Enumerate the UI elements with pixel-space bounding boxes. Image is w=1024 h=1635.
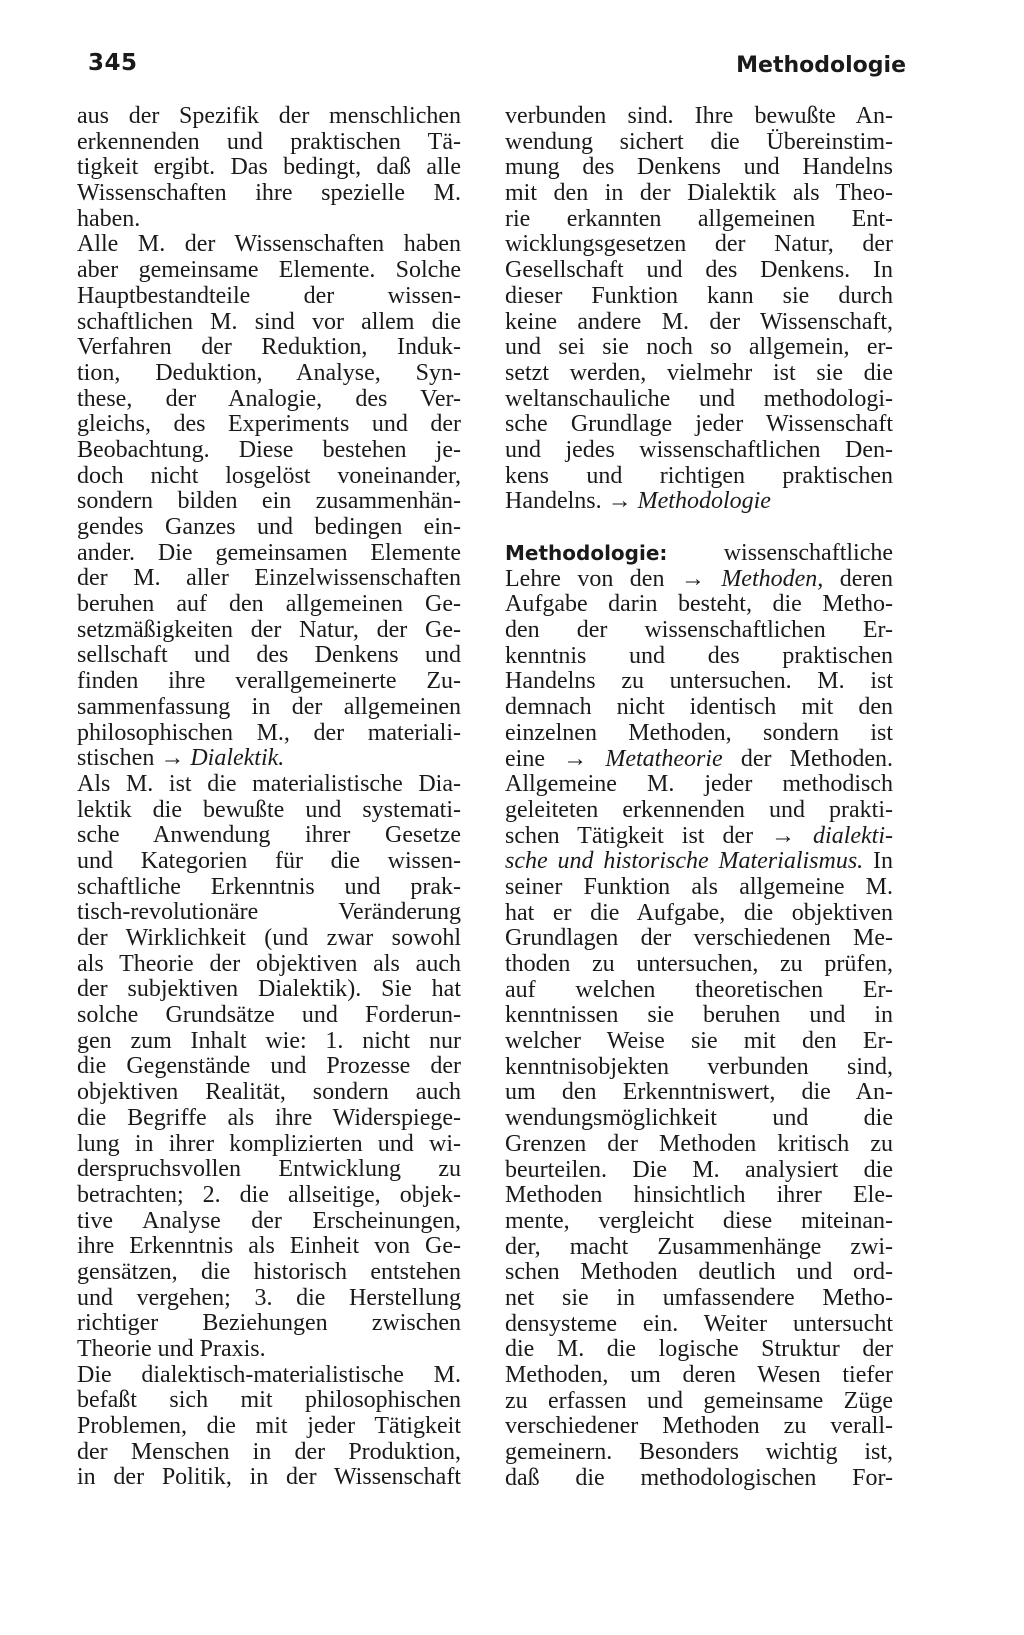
text-line (77, 900, 461, 926)
headword: Methodologie: (505, 541, 668, 565)
text-run: finden ihre verallgemeinerte Zu- (77, 668, 461, 695)
text-line (505, 1389, 893, 1415)
text-run: wendungsmöglichkeit und die (505, 1105, 893, 1132)
text-run: Hauptbestandteile der wissen- (77, 282, 461, 309)
text-run: um den Erkenntniswert, die An- (505, 1079, 893, 1106)
text-line (505, 258, 893, 284)
text-line (505, 952, 893, 978)
text-line (505, 875, 893, 901)
text-run: Methoden hinsichtlich ihrer Ele- (505, 1182, 893, 1209)
text-line (77, 618, 461, 644)
text-run: kens und richtigen praktischen (505, 462, 893, 489)
text-run: Handelns zu untersuchen. M. ist (505, 668, 893, 695)
text-line (77, 772, 461, 798)
text-run: und sei sie noch so allgemein, er- (505, 334, 893, 361)
text-line (77, 1363, 461, 1389)
text-run: Alle M. der Wissenschaften haben (77, 231, 461, 258)
text-run: sellschaft und des Denkens und (77, 642, 461, 669)
text-run: verschiedener Methoden zu verall- (505, 1413, 893, 1440)
text-run: und vergehen; 3. die Herstellung (77, 1284, 461, 1311)
text-line (505, 335, 893, 361)
text-run: Theorie und Praxis. (77, 1336, 266, 1362)
text-line (77, 875, 461, 901)
text-line (505, 438, 893, 464)
text-run: wissenschaftliche (667, 540, 893, 566)
text-run: Wissenschaften ihre spezielle M. (77, 180, 461, 207)
text-run: seiner Funktion als allgemeine M. (505, 873, 893, 900)
text-run: hat er die Aufgabe, die objektiven (505, 899, 893, 926)
text-run: Grenzen der Methoden kritisch zu (505, 1130, 893, 1157)
text-line (77, 849, 461, 875)
text-line (505, 464, 893, 490)
text-run: als Theorie der objektiven als auch (77, 950, 461, 977)
text-line (77, 310, 461, 336)
text-line (505, 567, 893, 593)
text-line (77, 387, 461, 413)
text-run: solche Grundsätze und Forderun- (77, 1002, 461, 1029)
text-line (77, 181, 461, 207)
text-line (77, 130, 461, 156)
text-run: richtiger Beziehungen zwischen (77, 1310, 461, 1337)
left-text-column (77, 104, 461, 1491)
text-line (77, 207, 461, 233)
text-line (505, 1158, 893, 1184)
text-line (505, 130, 893, 156)
text-run: daß die methodologischen For- (505, 1464, 893, 1491)
text-run: doch nicht losgelöst voneinander, (77, 462, 461, 489)
text-line (77, 592, 461, 618)
text-line (77, 721, 461, 747)
text-line (77, 1388, 461, 1414)
text-run: these, der Analogie, des Ver- (77, 385, 461, 412)
running-head: Methodologie (736, 53, 906, 78)
text-run: Als M. ist die materialistische Dia- (77, 770, 461, 797)
text-line (505, 1055, 893, 1081)
text-run: sche Anwendung ihrer Gesetze (77, 822, 461, 849)
text-line (505, 361, 893, 387)
text-run: thoden zu untersuchen, zu prüfen, (505, 951, 893, 977)
text-line (77, 412, 461, 438)
text-line (505, 1029, 893, 1055)
text-line (77, 464, 461, 490)
text-line (505, 926, 893, 952)
text-run: Grundlagen der verschiedenen Me- (505, 925, 893, 952)
text-run: tisch-revolutionäre Veränderung (77, 899, 461, 926)
entry-gap (505, 515, 893, 541)
text-line (505, 1260, 893, 1286)
text-run: mung des Denkens und Handelns (505, 154, 893, 181)
text-run: der M. aller Einzelwissenschaften (77, 565, 461, 592)
cross-reference: sche und historische Materialismus. (505, 848, 864, 875)
text-line (505, 310, 893, 336)
text-run: keine andere M. der Wissenschaft, (505, 308, 893, 335)
text-line (77, 155, 461, 181)
text-line (77, 1440, 461, 1466)
text-run: Die dialektisch-materialistische M. (77, 1361, 461, 1388)
text-line (77, 926, 461, 952)
text-run: setzmäßigkeiten der Natur, der Ge- (77, 616, 461, 643)
text-run: demnach nicht identisch mit den (505, 694, 893, 721)
text-line (505, 1003, 893, 1029)
text-line (505, 849, 893, 875)
text-line (77, 515, 461, 541)
text-run: tigkeit ergibt. Das bedingt, daß alle (77, 154, 461, 181)
text-run: ihre Erkenntnis als Einheit von Ge- (77, 1233, 461, 1260)
text-line (505, 1132, 893, 1158)
text-run: mente, vergleicht diese miteinan- (505, 1207, 893, 1234)
text-line (505, 155, 893, 181)
text-run: rie erkannten allgemeinen Ent- (505, 205, 893, 232)
text-line (77, 1260, 461, 1286)
text-line (505, 1235, 893, 1261)
text-line (505, 772, 893, 798)
text-line (505, 284, 893, 310)
text-run: gen zum Inhalt wie: 1. nicht nur (77, 1027, 461, 1054)
text-run: ander. Die gemeinsamen Elemente (77, 539, 461, 566)
text-line (77, 977, 461, 1003)
text-line (505, 1209, 893, 1235)
text-line (505, 798, 893, 824)
text-run: schen Tätigkeit ist der → (505, 822, 814, 849)
text-line (77, 1234, 461, 1260)
text-run: Aufgabe darin besteht, die Metho- (505, 591, 893, 618)
text-run: wicklungsgesetzen der Natur, der (505, 231, 893, 258)
text-run: betrachten; 2. die allseitige, objek- (77, 1181, 461, 1208)
text-run: derspruchsvollen Entwicklung zu (77, 1156, 461, 1183)
text-line (77, 232, 461, 258)
cross-reference: Methodologie (637, 488, 771, 515)
text-run: einzelnen Methoden, sondern ist (505, 719, 893, 746)
text-run: sche Grundlage jeder Wissenschaft (505, 411, 893, 438)
text-run: aus der Spezifik der menschlichen (77, 103, 461, 129)
text-run: sondern bilden ein zusammenhän- (77, 488, 461, 515)
cross-reference: dialekti- (813, 822, 893, 849)
text-run: Methoden, um deren Wesen tiefer (505, 1362, 893, 1388)
text-line (505, 541, 893, 567)
text-line (77, 258, 461, 284)
text-run: der Wirklichkeit (und zwar sowohl (77, 925, 461, 951)
text-run: weltanschauliche und methodologi- (505, 385, 893, 412)
text-line (77, 1337, 461, 1363)
text-run: beurteilen. Die M. analysiert die (505, 1156, 893, 1183)
text-run: Verfahren der Reduktion, Induk- (77, 334, 461, 361)
text-line (505, 1466, 893, 1492)
text-run: auf welchen theoretischen Er- (505, 976, 893, 1003)
cross-reference: Dialektik. (190, 745, 285, 772)
text-run: welcher Weise sie mit den Er- (505, 1028, 893, 1055)
text-run: Gesellschaft und des Denkens. In (505, 257, 893, 284)
text-run: der Methoden. (722, 745, 893, 772)
text-run: tion, Deduktion, Analyse, Syn- (77, 359, 461, 386)
text-run: der subjektiven Dialektik). Sie hat (77, 976, 461, 1003)
text-line (77, 1106, 461, 1132)
text-run: haben. (77, 205, 141, 232)
text-line (77, 1132, 461, 1158)
text-line (505, 1106, 893, 1132)
text-run: mit den in der Dialektik als Theo- (505, 180, 893, 207)
text-line (505, 901, 893, 927)
text-line (505, 1337, 893, 1363)
text-run: der, macht Zusammenhänge zwi- (505, 1233, 893, 1260)
text-run: deren (823, 565, 894, 592)
text-run: kenntnissen sie beruhen und in (505, 1002, 893, 1029)
text-line (505, 1363, 893, 1389)
text-line (77, 1414, 461, 1440)
text-line (505, 104, 893, 130)
text-run: die Gegenstände und Prozesse der (77, 1053, 461, 1080)
text-run: zu erfassen und gemeinsame Züge (505, 1387, 893, 1414)
text-run: densysteme ein. Weiter untersucht (505, 1310, 893, 1337)
text-run: geleiteten erkennenden und prakti- (505, 796, 893, 823)
text-line (505, 695, 893, 721)
text-line (77, 284, 461, 310)
text-line (77, 1054, 461, 1080)
text-line (77, 1286, 461, 1312)
text-run: Lehre von den → (505, 565, 722, 592)
text-line (77, 541, 461, 567)
text-line (505, 747, 893, 773)
text-run: gemeinern. Besonders wichtig ist, (505, 1439, 893, 1466)
text-line (77, 335, 461, 361)
text-run: setzt werden, vielmehr ist sie die (505, 359, 893, 386)
text-line (77, 1311, 461, 1337)
text-run: schaftlichen M. sind vor allem die (77, 308, 461, 335)
text-run: objektiven Realität, sondern auch (77, 1079, 461, 1106)
text-line (77, 695, 461, 721)
text-run: gleichs, des Experiments und der (77, 411, 461, 438)
text-run: gendes Ganzes und bedingen ein- (77, 514, 461, 540)
text-run: beruhen auf den allgemeinen Ge- (77, 591, 461, 618)
text-run: philosophischen M., der materiali- (77, 719, 461, 746)
text-line (77, 823, 461, 849)
text-run: aber gemeinsame Elemente. Solche (77, 257, 461, 284)
text-line (505, 489, 893, 515)
text-run: befaßt sich mit philosophischen (77, 1387, 461, 1414)
text-line (77, 566, 461, 592)
text-run: Handelns. → (505, 488, 638, 515)
text-line (505, 207, 893, 233)
text-run: der Menschen in der Produktion, (77, 1438, 461, 1465)
text-run: schaftliche Erkenntnis und prak- (77, 873, 461, 900)
right-text-column (505, 104, 893, 1491)
text-line (77, 669, 461, 695)
text-line (505, 232, 893, 258)
text-run: lektik die bewußte und systemati- (77, 796, 461, 823)
text-line (77, 1029, 461, 1055)
text-line (505, 1312, 893, 1338)
text-line (505, 618, 893, 644)
text-line (505, 592, 893, 618)
text-run: kenntnisobjekten verbunden sind, (505, 1053, 893, 1080)
text-line (77, 1003, 461, 1029)
text-line (77, 1080, 461, 1106)
text-line (505, 824, 893, 850)
text-line (505, 669, 893, 695)
page-number: 345 (88, 50, 138, 76)
text-run: die M. die logische Struktur der (505, 1336, 893, 1363)
text-run: den der wissenschaftlichen Er- (505, 617, 893, 644)
cross-reference: Methoden, (721, 565, 824, 592)
text-run: tive Analyse der Erscheinungen, (77, 1207, 461, 1234)
text-line (77, 438, 461, 464)
text-run: dieser Funktion kann sie durch (505, 282, 893, 309)
text-line (505, 1080, 893, 1106)
text-run: sammenfassung in der allgemeinen (77, 693, 461, 720)
text-run: lung in ihrer komplizierten und wi- (77, 1130, 461, 1157)
text-run: schen Methoden deutlich und ord- (505, 1259, 893, 1286)
text-run: eine → (505, 745, 606, 772)
text-run: In (863, 848, 894, 875)
text-run: wendung sichert die Übereinstim- (505, 128, 893, 155)
text-line (505, 387, 893, 413)
text-line (77, 643, 461, 669)
text-run: die Begriffe als ihre Widerspiege- (77, 1104, 461, 1131)
text-run: erkennenden und praktischen Tä- (77, 128, 461, 155)
text-line (77, 798, 461, 824)
text-line (77, 489, 461, 515)
text-line (77, 746, 461, 772)
text-line (77, 1157, 461, 1183)
text-run: net sie in umfassendere Metho- (505, 1284, 893, 1311)
text-run: Problemen, die mit jeder Tätigkeit (77, 1413, 461, 1440)
text-line (505, 181, 893, 207)
text-line (505, 1286, 893, 1312)
cross-reference: Metatheorie (605, 745, 723, 772)
text-run: stischen → (77, 745, 191, 772)
text-line (77, 1209, 461, 1235)
text-run: und jedes wissenschaftlichen Den- (505, 436, 893, 463)
text-line (505, 978, 893, 1004)
text-line (505, 1440, 893, 1466)
text-run: und Kategorien für die wissen- (77, 847, 461, 874)
text-line (505, 1414, 893, 1440)
text-run: verbunden sind. Ihre bewußte An- (505, 103, 893, 129)
text-run: Beobachtung. Diese bestehen je- (77, 436, 461, 463)
text-line (77, 1183, 461, 1209)
text-run: Allgemeine M. jeder methodisch (505, 771, 893, 798)
text-line (505, 644, 893, 670)
text-line (77, 361, 461, 387)
text-line (77, 104, 461, 130)
text-line (505, 412, 893, 438)
text-run: gensätzen, die historisch entstehen (77, 1258, 461, 1285)
text-line (77, 1465, 461, 1491)
text-line (505, 1183, 893, 1209)
text-run: in der Politik, in der Wissenschaft (77, 1464, 461, 1491)
text-line (505, 721, 893, 747)
text-run: kenntnis und des praktischen (505, 642, 893, 669)
text-line (77, 952, 461, 978)
